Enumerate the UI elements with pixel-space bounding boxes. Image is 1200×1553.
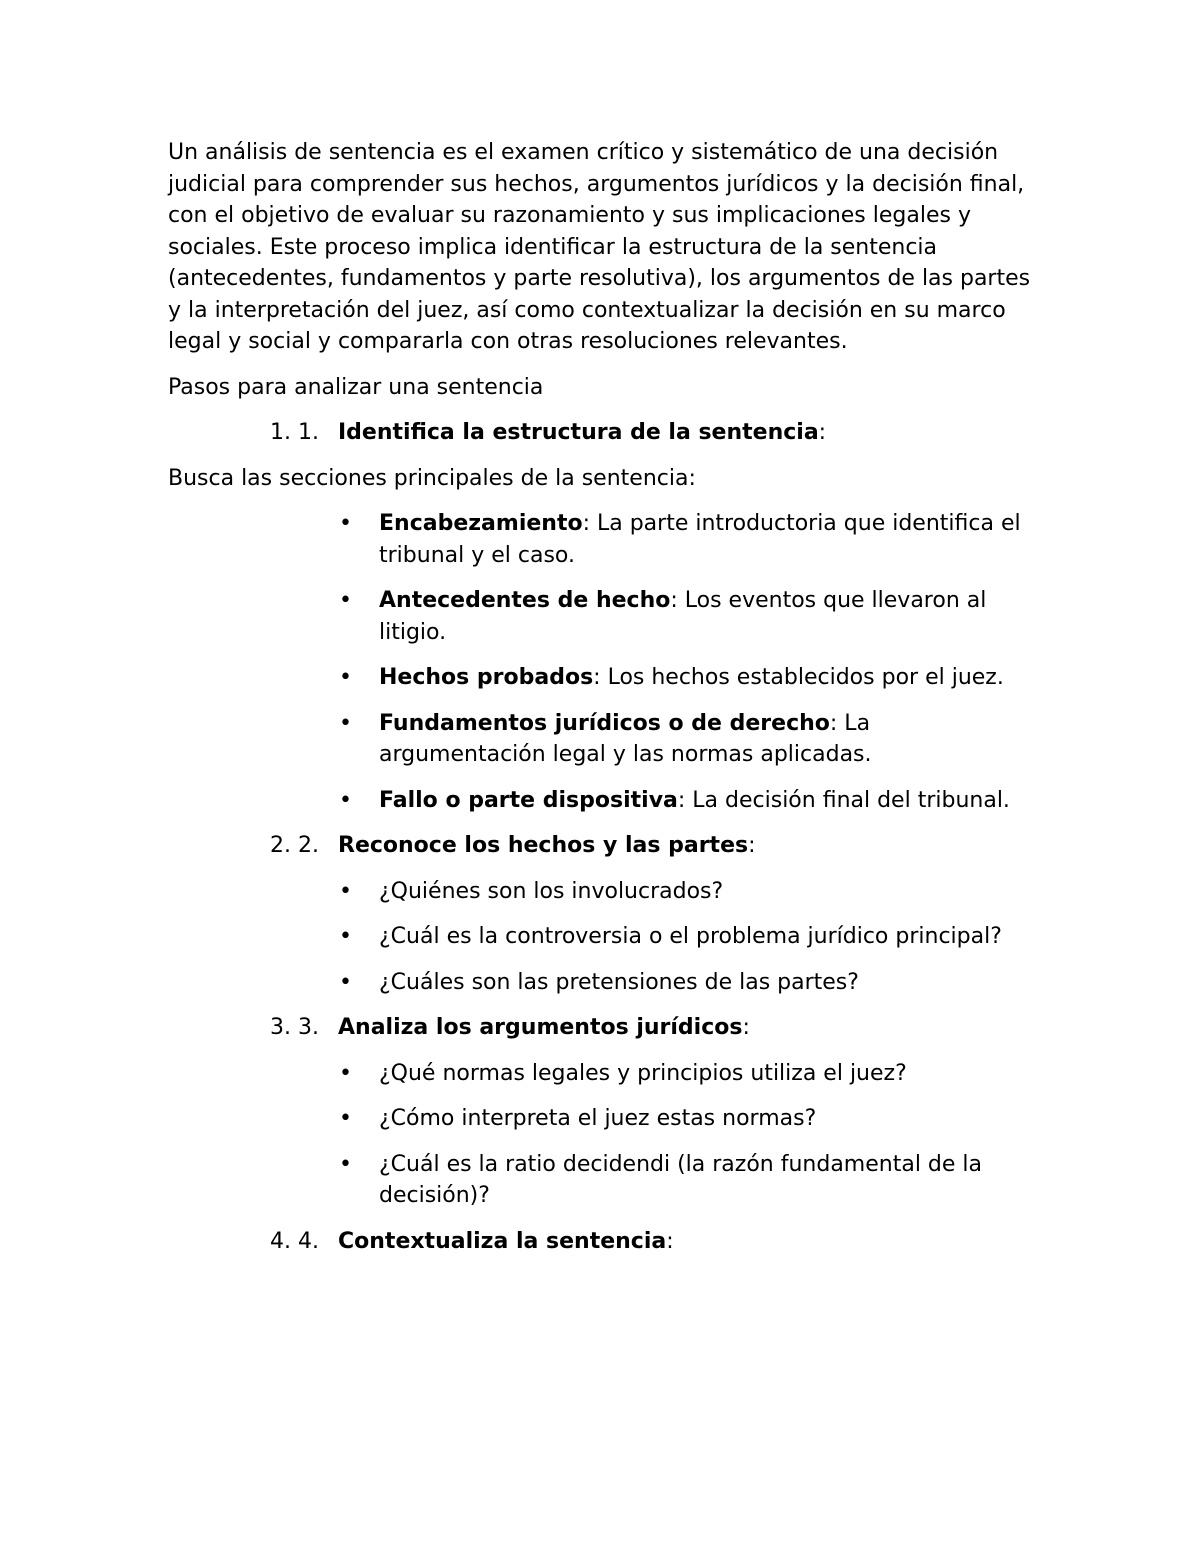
step-title: Analiza los argumentos jurídicos [338, 1015, 743, 1040]
document-page [168, 137, 1048, 1257]
list-item [168, 785, 1039, 817]
bullet-list [168, 1058, 1048, 1212]
bullet-icon: • [339, 511, 352, 536]
item-description: : Los hechos establecidos por el juez. [593, 665, 1004, 690]
item-description: ¿Qué normas legales y principios utiliza el juez? [379, 1060, 907, 1086]
item-description: ¿Cómo interpreta el juez estas normas? [379, 1106, 817, 1131]
list-item [168, 967, 1039, 999]
item-description: ¿Cuál es la ratio decidendi (la razón fundamental de la decisión)? [379, 1151, 983, 1208]
item-description: : La decisión final del tribunal. [677, 787, 1010, 813]
section-title: Pasos para analizar una sentencia [168, 374, 544, 400]
step-title: Identifica la estructura de la sentencia [338, 420, 819, 445]
item-term: Fundamentos jurídicos o de derecho [379, 710, 830, 736]
step-colon: : [748, 833, 756, 858]
bullet-icon: • [339, 588, 352, 613]
list-item [168, 585, 1039, 648]
list-item [168, 1103, 1039, 1135]
step-title: Reconoce los hechos y las partes [338, 833, 749, 858]
list-item [168, 662, 1039, 694]
step-colon: : [742, 1015, 750, 1040]
item-description: ¿Cuál es la controversia o el problema jurídico principal? [379, 924, 1002, 949]
bullet-icon: • [339, 665, 352, 690]
bullet-icon: • [339, 924, 352, 949]
item-description: ¿Cuáles son las pretensiones de las partes? [379, 969, 859, 995]
bullet-list [168, 876, 1048, 999]
item-term: Hechos probados [379, 665, 594, 690]
item-description: : La parte introductoria que identifica el tribunal y el caso. [379, 511, 1021, 568]
step-heading [168, 1226, 1048, 1258]
bullet-icon: • [339, 878, 352, 904]
step-title: Contextualiza la sentencia [338, 1228, 667, 1254]
bullet-icon: • [339, 787, 352, 813]
list-item [168, 921, 1039, 953]
item-term: Encabezamiento [379, 511, 583, 536]
step-number: 1. 1. [270, 420, 319, 445]
list-item [168, 876, 1039, 908]
item-term: Antecedentes de hecho [379, 588, 671, 613]
bullet-list [168, 508, 1048, 816]
bullet-icon: • [339, 710, 352, 736]
bullet-icon: • [339, 1151, 352, 1177]
step-colon: : [666, 1228, 674, 1254]
step-number: 3. 3. [270, 1015, 319, 1040]
item-description: : La argumentación legal y las normas aplicadas. [379, 710, 872, 767]
step-intro-text: Busca las secciones principales de la sentencia: [168, 465, 696, 491]
step-number: 2. 2. [270, 833, 319, 858]
item-description: : Los eventos que llevaron al litigio. [379, 588, 987, 645]
item-term: Fallo o parte dispositiva [379, 787, 678, 813]
bullet-icon: • [339, 969, 352, 995]
step-heading [168, 830, 1048, 862]
step-colon: : [818, 420, 827, 445]
item-description: ¿Quiénes son los involucrados? [379, 878, 724, 904]
list-item [168, 1058, 1039, 1090]
list-item [168, 708, 1039, 771]
step-heading [168, 1012, 1048, 1044]
bullet-icon: • [339, 1106, 352, 1131]
step-heading [168, 417, 1048, 449]
intro-paragraph: Un análisis de sentencia es el examen crítico y sistemático de una decisión judicial para comprender sus hechos, argumentos jurídicos y la decisión final, con el objetivo de evaluar su razonamiento y sus implicaciones legales y sociales. Este proceso implica identificar la estructura de la sentencia (antecedentes, fundamentos y parte resolutiva), los argumentos de las partes y la interpretación del juez, así como contextualizar la decisión en su marco legal y social y compararla con otras resoluciones relevantes. [168, 140, 1031, 354]
bullet-icon: • [339, 1060, 352, 1086]
list-item [168, 508, 1039, 571]
list-item [168, 1149, 1039, 1212]
step-number: 4. 4. [270, 1228, 319, 1254]
